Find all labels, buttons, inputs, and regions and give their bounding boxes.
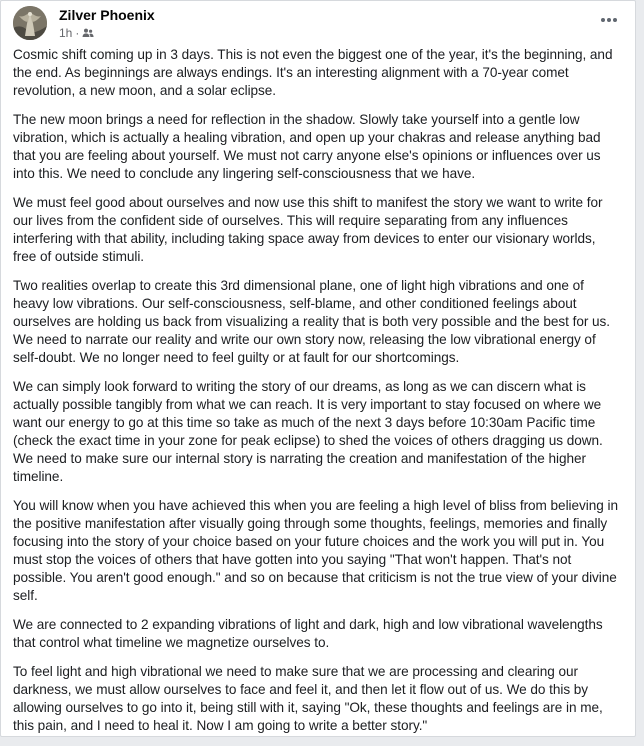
post-meta bbox=[59, 26, 94, 40]
post-paragraph: We must feel good about ourselves and now use this shift to manifest the story we want to write for our lives from the confident side of ourselves. This will require separating from any influences interfering with that ability, including taking space away from devices to enter our visionary worlds, free of outside stimuli. bbox=[13, 195, 603, 264]
friends-icon[interactable] bbox=[82, 27, 94, 39]
more-options-icon bbox=[600, 17, 618, 23]
post-body bbox=[13, 46, 619, 746]
post-paragraph: Cosmic shift coming up in 3 days. This is not even the biggest one of the year, it's the beginning, and the end. As beginnings are always endings. It's an interesting alignment with a 70-year comet revolution, a new moon, and a solar eclipse. bbox=[13, 47, 613, 98]
more-options-button[interactable] bbox=[595, 10, 623, 30]
author-name[interactable]: Zilver Phoenix bbox=[59, 7, 155, 23]
post-paragraph: To feel light and high vibrational we need to make sure that we are processing and clearing our darkness, we must allow ourselves to face and feel it, and then let it flow out of us. We do this by allowing ourselves to go into it, being still with it, saying "Ok, these thoughts and feelings are in me, this pain, and I need to heal it. Now I am going to write a better story." bbox=[13, 664, 603, 733]
post-paragraph: Two realities overlap to create this 3rd dimensional plane, one of light high vibrations and one of heavy low vibrations. Our self-consciousness, self-blame, and other conditioned feelings about ourselves are holding us back from visualizing a reality that is both very possible and the best for us. We need to narrate our reality and write our own story now, releasing the low vibrational energy of self-doubt. We no longer need to feel guilty or at fault for our shortcomings. bbox=[13, 278, 611, 365]
meta-separator: · bbox=[75, 26, 80, 40]
post-paragraph: We are connected to 2 expanding vibrations of light and dark, high and low vibrational wavelengths that control what timeline we magnetize ourselves to. bbox=[13, 617, 603, 650]
post-timestamp[interactable]: 1h bbox=[59, 26, 73, 40]
post-paragraph: You will know when you have achieved this when you are feeling a high level of bliss from believing in the positive manifestation after visually going through some thoughts, feelings, memories and finally focusing into the story of your choice based on your future choices and the work you will put in. You must stop the voices of others that have gotten into you saying "That won't happen. That's not possible. You aren't good enough." and so on because that criticism is not the true view of your divine self. bbox=[13, 498, 618, 603]
post-paragraph: The new moon brings a need for reflection in the shadow. Slowly take yourself into a gentle low vibration, which is actually a healing vibration, and open up your chakras and release anything bad that you are feeling about yourself. We must not carry anyone else's opinions or influences over us into this. We need to conclude any lingering self-consciousness that we have. bbox=[13, 112, 601, 181]
avatar-image bbox=[13, 6, 47, 40]
author-avatar[interactable] bbox=[13, 6, 47, 40]
post-paragraph: We can simply look forward to writing the story of our dreams, as long as we can discern what is actually possible tangibly from what we can reach. It is very important to stay focused on where we want our energy to go at this time so take as much of the next 3 days before 10:30am Pacific time (check the exact time in your zone for peak eclipse) to shed the voices of others dragging us down. We need to make sure our internal story is narrating the creation and manifestation of the higher timeline. bbox=[13, 379, 603, 484]
post-header bbox=[13, 6, 623, 42]
